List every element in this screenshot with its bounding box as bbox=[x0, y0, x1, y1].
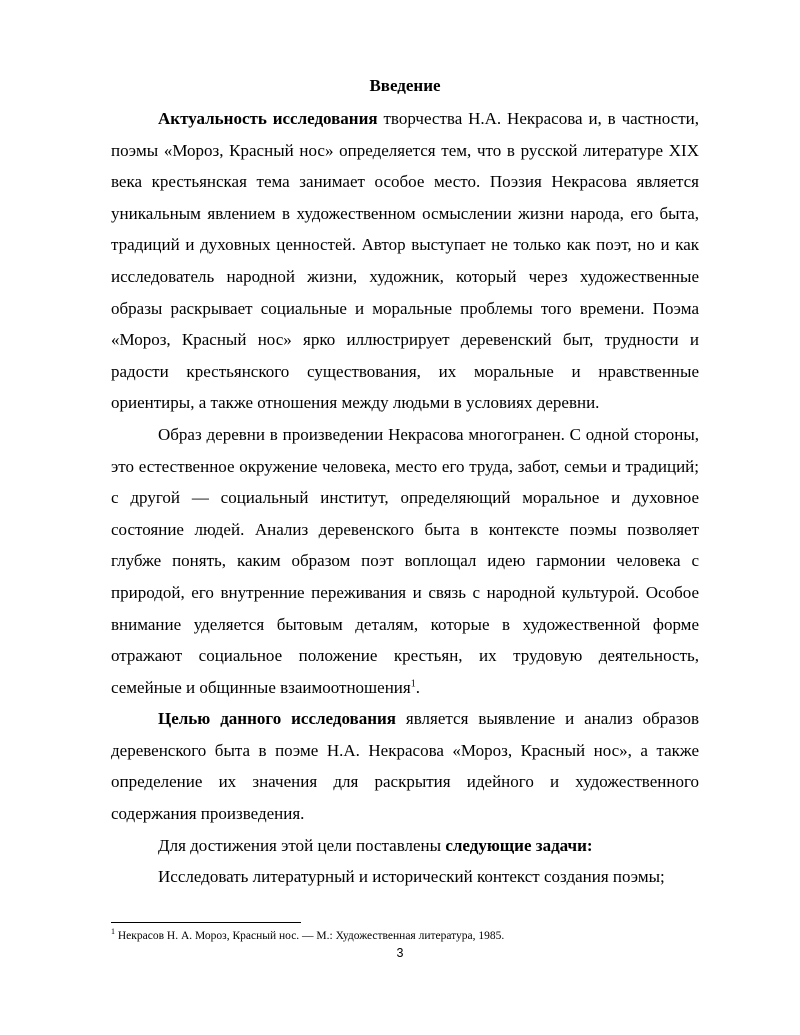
footnote bbox=[111, 929, 711, 943]
paragraph-text: Исследовать литературный и исторический контекст создания поэмы; bbox=[158, 867, 665, 887]
body-text bbox=[111, 72, 699, 893]
page-number: 3 bbox=[396, 946, 404, 960]
paragraph-goal bbox=[111, 703, 699, 829]
paragraph-trail-bold: следующие задачи: bbox=[445, 835, 593, 855]
footnote-text: Некрасов Н. А. Мороз, Красный нос. — М.: Художественная литература, 1985. bbox=[115, 930, 505, 942]
paragraph-task-1 bbox=[111, 861, 699, 893]
paragraph-text: Для достижения этой цели поставлены bbox=[158, 835, 446, 855]
paragraph-lead-bold: Целью данного исследования bbox=[158, 709, 397, 729]
footnote-mark: 1 bbox=[111, 927, 115, 937]
paragraph-lead-bold: Актуальность исследования bbox=[158, 109, 378, 128]
paragraph-village-image bbox=[111, 419, 699, 703]
paragraph-text: творчества Н.А. Некрасова и, в частности, поэмы «Мороз, Красный нос» определяется тем, что в русской литературе XIX века крестьянская тема занимает особое место. Поэзия Некрасова является уникальным явлением в художественном осмыслении жизни народа, его быта, традиций и духовных ценностей. Автор выступает не только как поэт, но и как исследователь народной жизни, художник, который через художественные образы раскрывает социальные и моральные проблемы того времени. Поэма «Мороз, Красный нос» ярко иллюстрирует деревенский быт, трудности и радости крестьянского существования, их моральные и нравственные ориентиры, а также отношения между людьми в условиях деревни. bbox=[111, 109, 699, 413]
paragraph-text: Образ деревни в произведении Некрасова многогранен. С одной стороны, это естественное окружение человека, место его труда, забот, семьи и традиций; с другой — социальный институт, определяющий моральное и духовное состояние людей. Анализ деревенского быта в контексте поэмы позволяет глубже понять, каким образом поэт воплощал идею гармонии человека с природой, его внутренние переживания и связь с народной культурой. Особое внимание уделяется бытовым деталям, которые в художественной форме отражают социальное положение крестьян, их трудовую деятельность, семейные и общинные взаимоотношения bbox=[111, 424, 699, 697]
paragraph-tasks-intro bbox=[111, 830, 699, 862]
page-title: Введение bbox=[369, 76, 441, 95]
paragraph-tail: . bbox=[415, 677, 420, 697]
footnote-reference[interactable]: 1 bbox=[410, 678, 416, 690]
footnote-separator bbox=[111, 922, 301, 923]
paragraph-relevance bbox=[111, 103, 699, 419]
paragraph-text: является выявление и анализ образов деревенского быта в поэме Н.А. Некрасова «Мороз, Красный нос», а также определение их значения для раскрытия идейного и художественного содержания произведения. bbox=[111, 709, 699, 824]
